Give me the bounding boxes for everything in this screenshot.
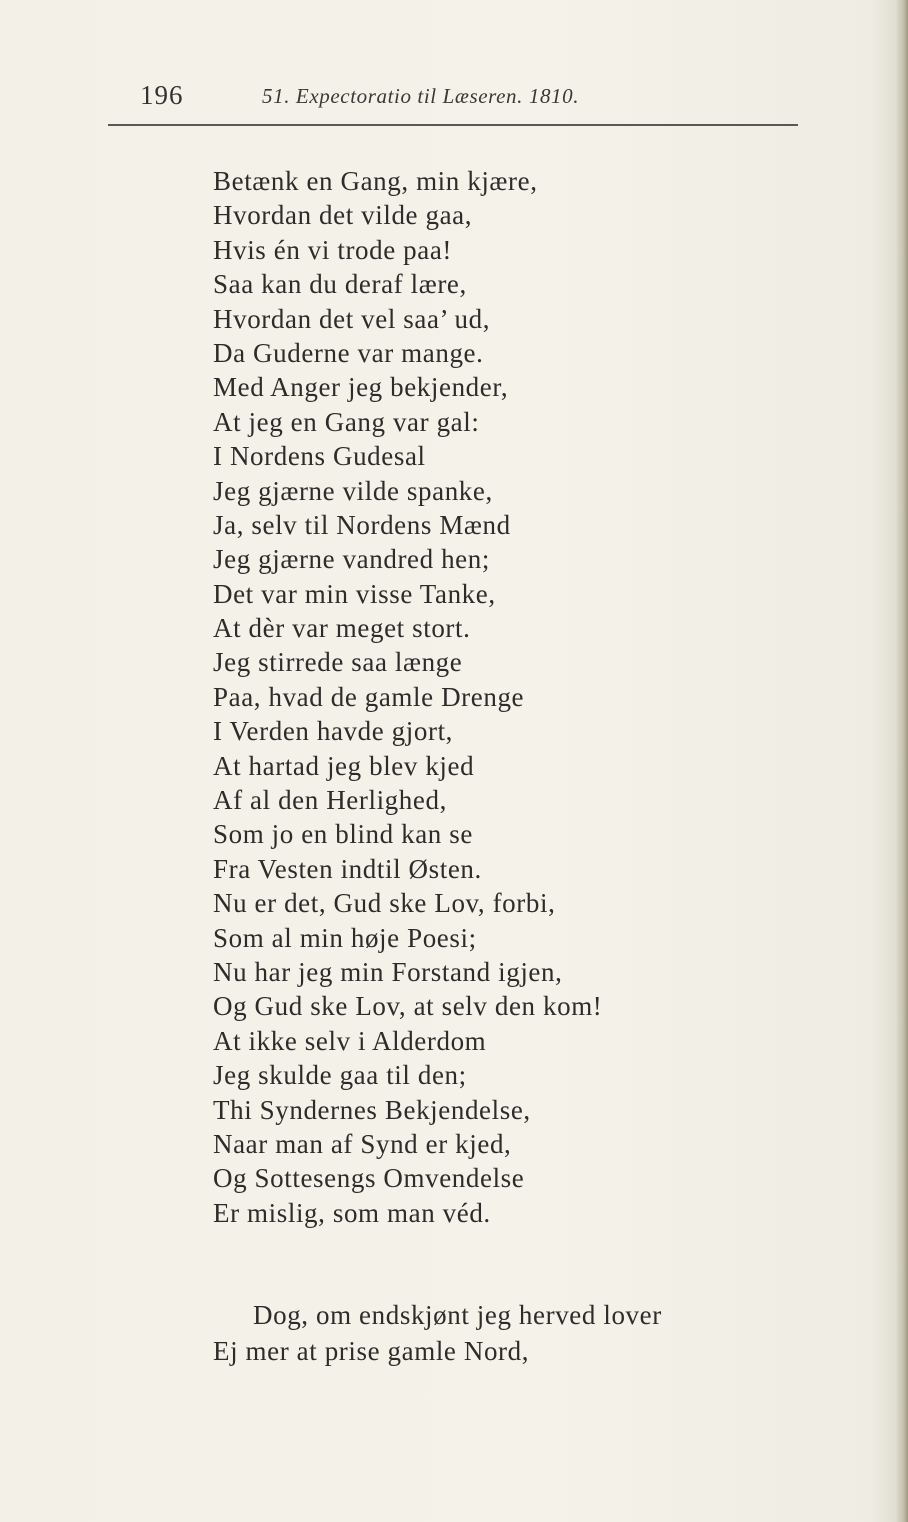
poem-line: Og Sottesengs Omvendelse [213, 1163, 525, 1194]
poem-line: Naar man af Synd er kjed, [213, 1128, 512, 1159]
poem-line: Jeg stirrede saa længe [213, 647, 463, 678]
poem-line: Som al min høje Poesi; [213, 922, 477, 953]
poem-line: Jeg gjærne vandred hen; [213, 544, 490, 575]
page-edge [896, 0, 908, 1522]
poem-line: Jeg skulde gaa til den; [213, 1060, 467, 1091]
poem-line: Af al den Herlighed, [213, 785, 447, 816]
page-header [0, 78, 908, 118]
page-number: 196 [140, 80, 184, 110]
poem-line: I Nordens Gudesal [213, 441, 426, 472]
poem-stanza-1 [213, 164, 873, 1230]
running-head: 51. Expectoratio til Læseren. 1810. [262, 84, 580, 108]
poem-line: Jeg gjærne vilde spanke, [213, 475, 493, 506]
poem-line: Ej mer at prise gamle Nord, [213, 1336, 530, 1366]
poem-line: Er mislig, som man véd. [213, 1197, 491, 1228]
poem-line: Ja, selv til Nordens Mænd [213, 509, 511, 540]
poem-line: Paa, hvad de gamle Drenge [213, 681, 525, 712]
poem-line: Hvis én vi trode paa! [213, 234, 453, 265]
header-rule [108, 124, 798, 126]
poem-line: Saa kan du deraf lære, [213, 269, 467, 300]
poem-line: At ikke selv i Alderdom [213, 1025, 487, 1056]
poem-line: Dog, om endskjønt jeg herved lover [253, 1300, 662, 1330]
poem-line: Med Anger jeg bekjender, [213, 372, 509, 403]
poem-line: Som jo en blind kan se [213, 819, 473, 850]
poem-line: Nu er det, Gud ske Lov, forbi, [213, 888, 556, 919]
poem-line: Thi Syndernes Bekjendelse, [213, 1094, 531, 1125]
poem-line: At dèr var meget stort. [213, 613, 471, 644]
poem-line: Da Guderne var mange. [213, 337, 484, 368]
poem-line: Betænk en Gang, min kjære, [213, 166, 538, 196]
poem-line: Det var min visse Tanke, [213, 578, 496, 609]
poem-line: Hvordan det vel saa’ ud, [213, 303, 491, 334]
poem-stanza-2 [213, 1297, 873, 1369]
poem-line: Og Gud ske Lov, at selv den kom! [213, 991, 603, 1022]
poem-line: At jeg en Gang var gal: [213, 406, 480, 437]
poem-line: Nu har jeg min Forstand igjen, [213, 956, 563, 987]
poem-line: At hartad jeg blev kjed [213, 750, 475, 781]
poem-line: Fra Vesten indtil Østen. [213, 853, 482, 884]
poem-line: I Verden havde gjort, [213, 716, 454, 747]
poem-line: Hvordan det vilde gaa, [213, 200, 473, 231]
